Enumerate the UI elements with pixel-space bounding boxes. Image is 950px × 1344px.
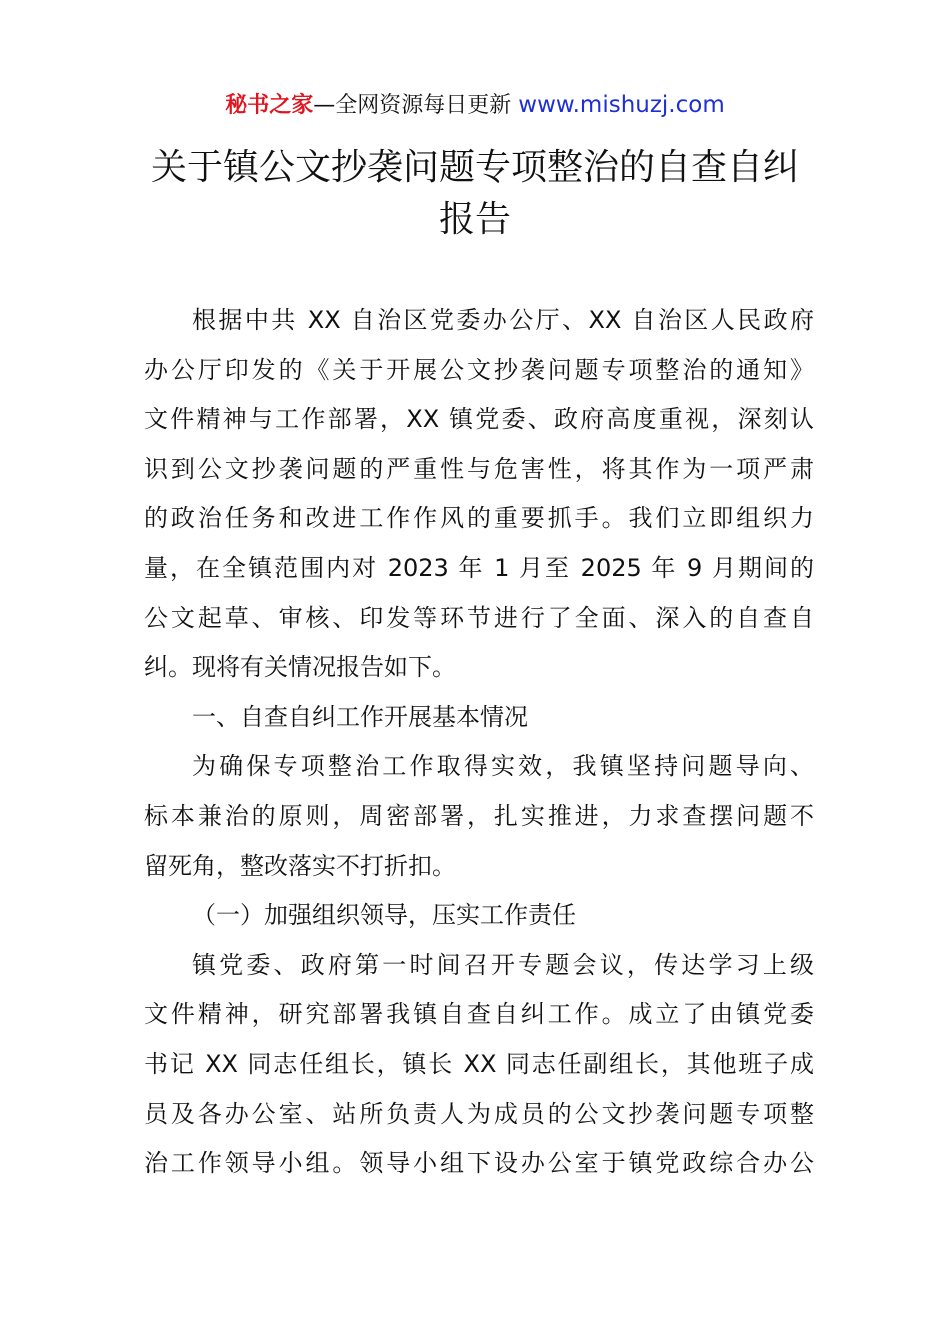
paragraph-1-line: 文件精神与工作部署，XX 镇党委、政府高度重视，深刻认 (144, 405, 814, 434)
paragraph-1-line: 公文起草、审核、印发等环节进行了全面、深入的自查自 (144, 603, 814, 632)
paragraph-3-line: 员及各办公室、站所负责人为成员的公文抄袭问题专项整 (144, 1099, 814, 1128)
paragraph-1-line: 的政治任务和改进工作作风的重要抓手。我们立即组织力 (144, 504, 814, 533)
header-tagline: —全网资源每日更新 (313, 93, 512, 118)
paragraph-3-line: 文件精神，研究部署我镇自查自纠工作。成立了由镇党委 (144, 1000, 814, 1029)
paragraph-2-line: 为确保专项整治工作取得实效，我镇坚持问题导向、 (192, 752, 814, 781)
paragraph-2-line: 标本兼治的原则，周密部署，扎实推进，力求查摆问题不 (144, 801, 814, 830)
subsection-heading: （一）加强组织领导，压实工作责任 (192, 901, 576, 930)
site-url-link[interactable]: www.mishuzj.com (518, 92, 725, 118)
document-title (120, 142, 830, 246)
paragraph-3-line: 镇党委、政府第一时间召开专题会议，传达学习上级 (192, 950, 814, 979)
brand-name: 秘书之家 (225, 93, 314, 118)
paragraph-1-line: 办公厅印发的《关于开展公文抄袭问题专项整治的通知》 (144, 355, 814, 384)
title-line-2: 报告 (438, 199, 511, 240)
section-heading: 一、自查自纠工作开展基本情况 (192, 702, 528, 731)
paragraph-3-line: 书记 XX 同志任组长，镇长 XX 同志任副组长，其他班子成 (144, 1049, 814, 1078)
paragraph-3-line: 治工作领导小组。领导小组下设办公室于镇党政综合办公 (144, 1149, 814, 1178)
paragraph-2-line: 留死角，整改落实不打折扣。 (144, 851, 456, 880)
site-header (0, 88, 950, 123)
paragraph-1-line: 根据中共 XX 自治区党委办公厅、XX 自治区人民政府 (192, 306, 814, 334)
title-line-1: 关于镇公文抄袭问题专项整治的自查自纠 (150, 147, 799, 188)
paragraph-1-line: 识到公文抄袭问题的严重性与危害性，将其作为一项严肃 (144, 454, 814, 483)
paragraph-1-line: 纠。现将有关情况报告如下。 (144, 653, 456, 682)
document-body (144, 296, 814, 1189)
paragraph-1-line: 量，在全镇范围内对 2023 年 1 月至 2025 年 9 月期间的 (144, 553, 814, 582)
